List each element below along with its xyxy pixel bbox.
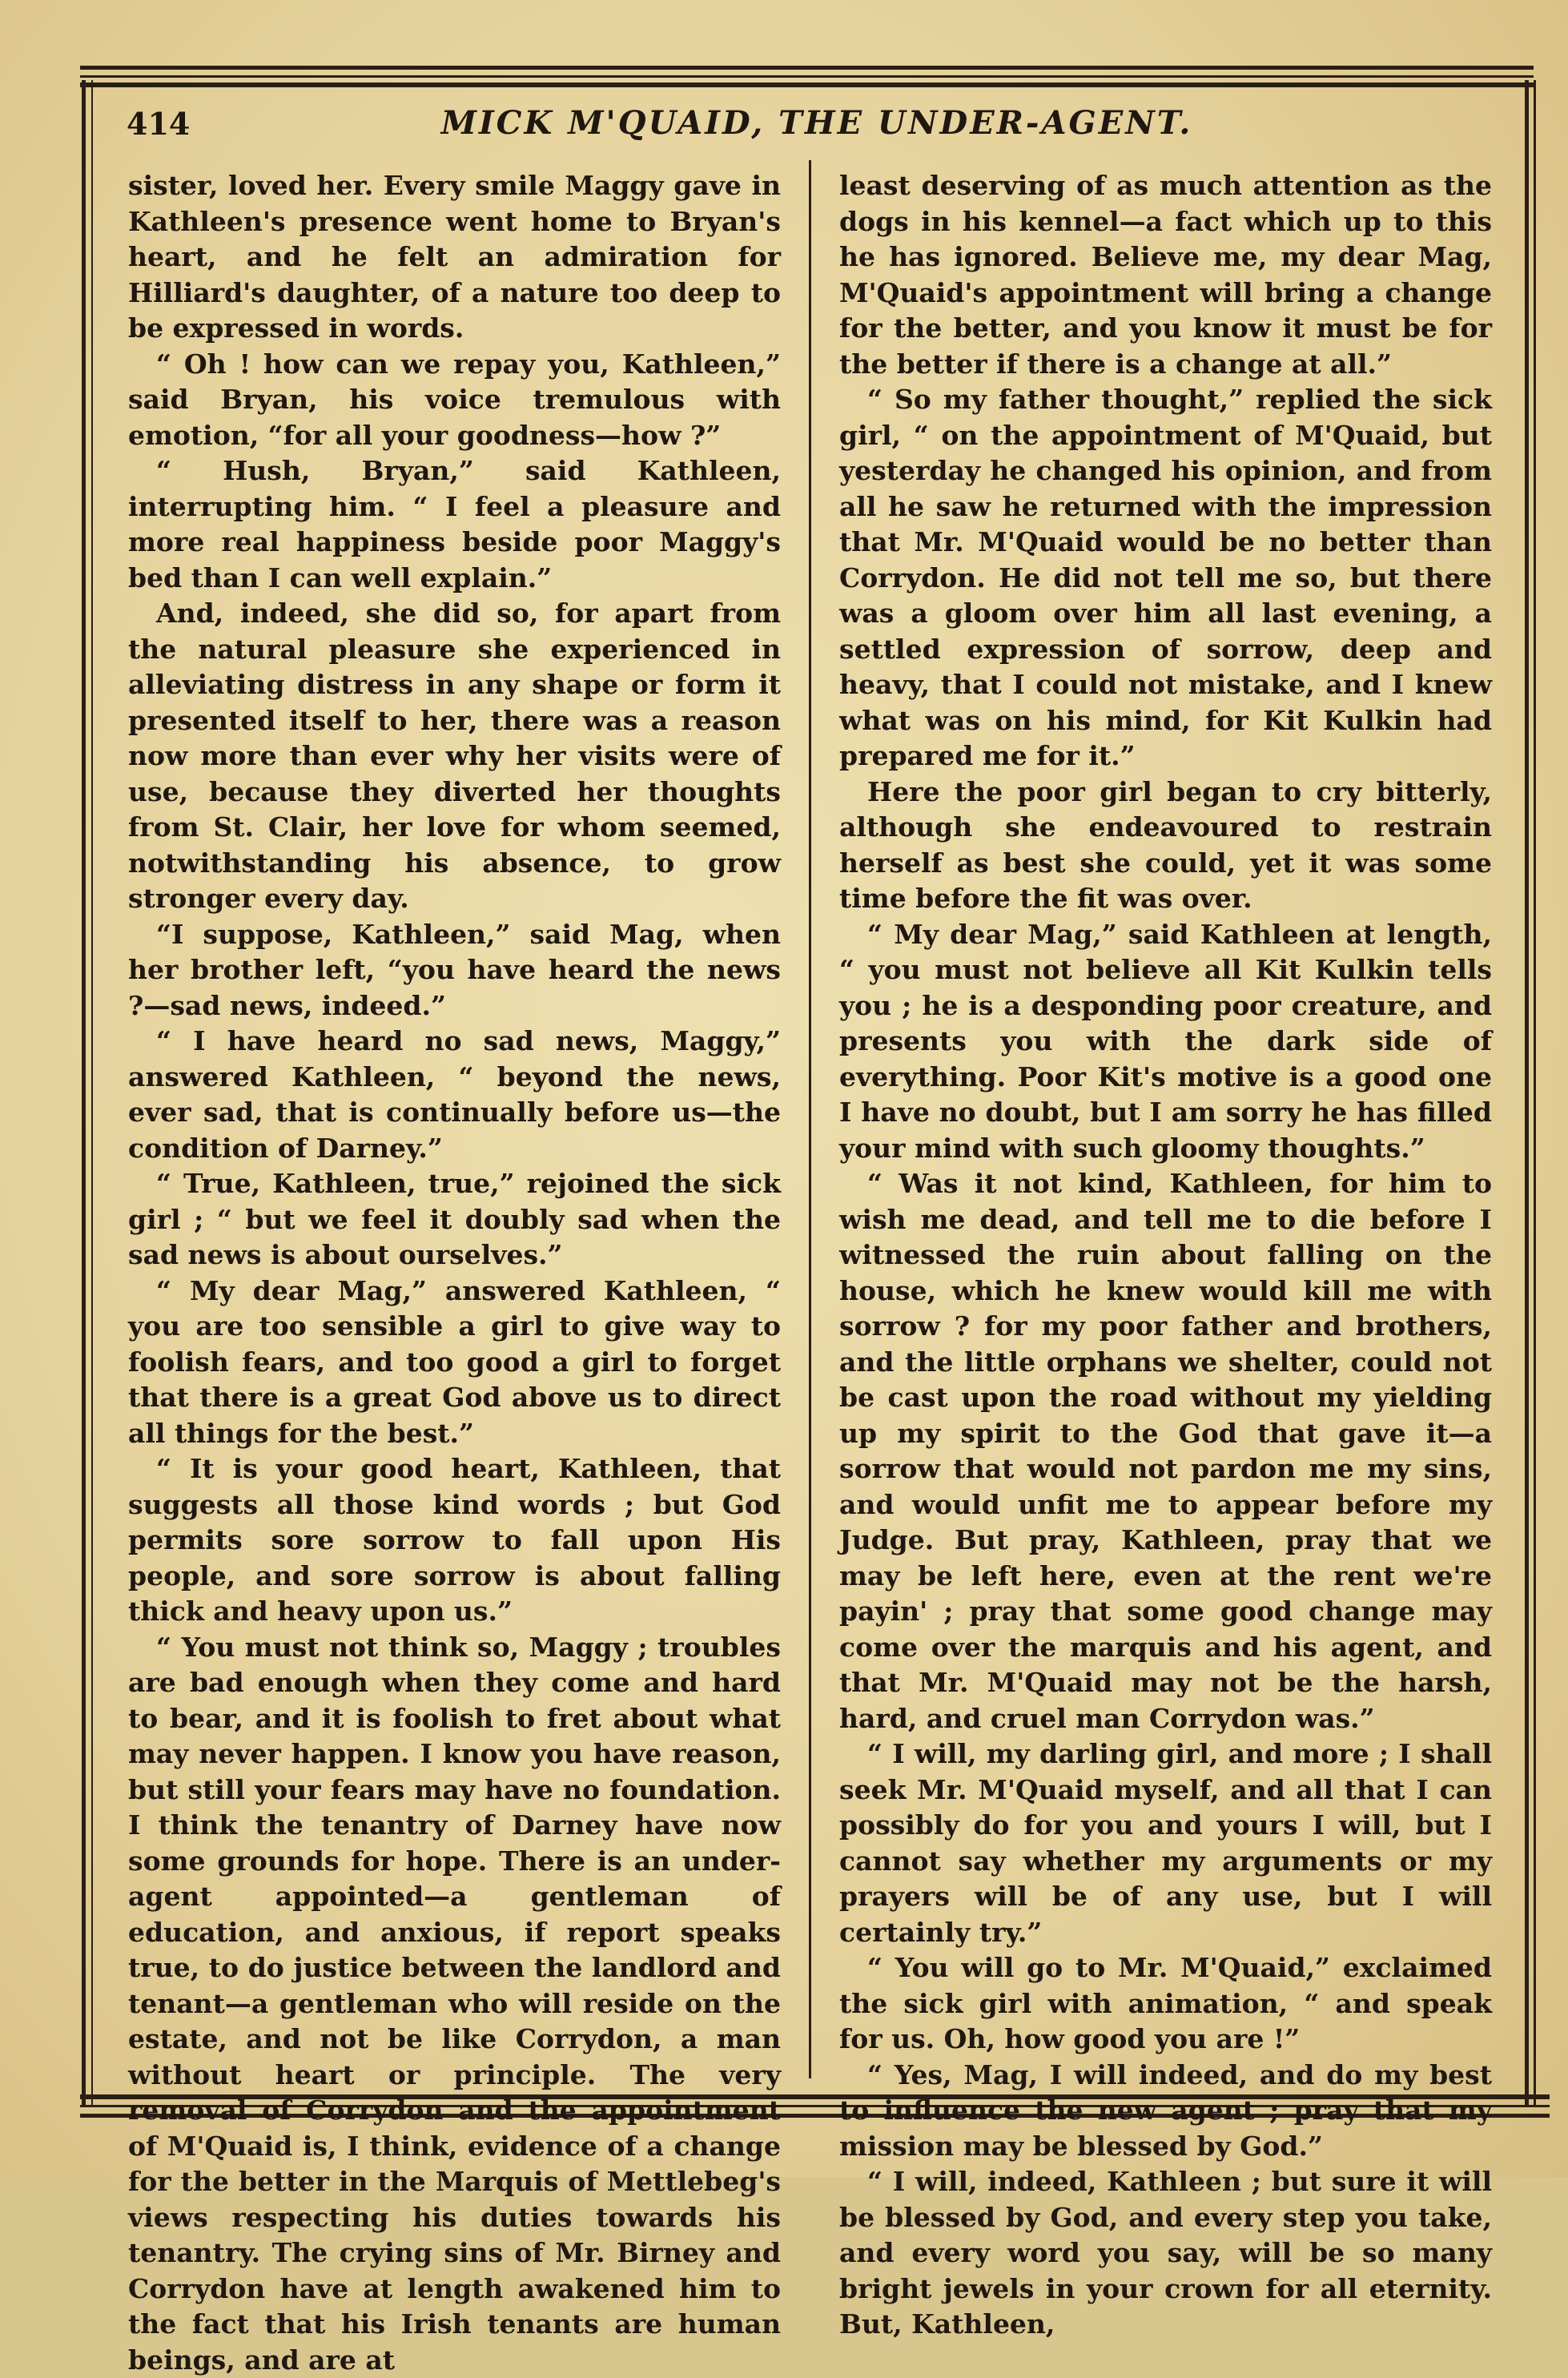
- paragraph: “ Was it not kind, Kathleen, for him to wish me dead, and tell me to die before I witnessed the ruin about falling on the house, which he knew would kill me with sorrow ? for my poor father and brothers, and the little orphans we shelter, could not be cast upon the road without my yielding up my spirit to the God that gave it—a sorrow that would not pardon me my sins, and would unfit me to appear before my Judge. But pray, Kathleen, pray that we may be left here, even at the rent we're payin' ; pray that some good change may come over the marquis and his agent, and that Mr. M'Quaid may not be the harsh, hard, and cruel man Corrydon was.”: [839, 1166, 1492, 1736]
- paragraph: “ Hush, Bryan,” said Kathleen, interrupting him. “ I feel a pleasure and more real happiness beside poor Maggy's bed than I can well explain.”: [128, 453, 781, 596]
- paragraph: “ True, Kathleen, true,” rejoined the sick girl ; “ but we feel it doubly sad when the sad news is about ourselves.”: [128, 1166, 781, 1273]
- paragraph: “ My dear Mag,” said Kathleen at length, “ you must not believe all Kit Kulkin tells you ; he is a desponding poor creature, and presents you with the dark side of everything. Poor Kit's motive is a good one I have no doubt, but I am sorry he has filled your mind with such gloomy thoughts.”: [839, 917, 1492, 1167]
- right-border-rule: [1525, 80, 1529, 2106]
- top-border-rule: [80, 75, 1534, 78]
- top-border-rule: [80, 66, 1534, 70]
- paragraph: Here the poor girl began to cry bitterly, although she endeavoured to restrain herself as best she could, yet it was some time before the fit was over.: [839, 775, 1492, 917]
- column-divider: [809, 160, 811, 2078]
- paragraph: “ Oh ! how can we repay you, Kathleen,” said Bryan, his voice tremulous with emotion, “for all your goodness—how ?”: [128, 347, 781, 454]
- right-border-rule: [1534, 80, 1536, 2106]
- paragraph: And, indeed, she did so, for apart from the natural pleasure she experienced in alleviating distress in any shape or form it presented itself to her, there was a reason now more than ever why her visits were of use, because they diverted her thoughts from St. Clair, her love for whom seemed, notwithstanding his absence, to grow stronger every day.: [128, 596, 781, 917]
- paragraph: sister, loved her. Every smile Maggy gave in Kathleen's presence went home to Bryan's heart, and he felt an admiration for Hilliard's daughter, of a nature too deep to be expressed in words.: [128, 168, 781, 347]
- paragraph: “ I will, my darling girl, and more ; I shall seek Mr. M'Quaid myself, and all that I can possibly do for you and yours I will, but I cannot say whether my arguments or my prayers will be of any use, but I will certainly try.”: [839, 1736, 1492, 1950]
- paragraph: “ I will, indeed, Kathleen ; but sure it will be blessed by God, and every step you take, and every word you say, will be so many bright jewels in your crown for all eternity. But, Kathleen,: [839, 2164, 1492, 2343]
- left-border-rule: [91, 80, 93, 2106]
- paragraph: “ So my father thought,” replied the sick girl, “ on the appointment of M'Quaid, but yesterday he changed his opinion, and from all he saw he returned with the impression that Mr. M'Quaid would be no better than Corrydon. He did not tell me so, but there was a gloom over him all last evening, a settled expression of sorrow, deep and heavy, that I could not mistake, and I knew what was on his mind, for Kit Kulkin had prepared me for it.”: [839, 382, 1492, 775]
- paragraph: “ You will go to Mr. M'Quaid,” exclaimed the sick girl with animation, “ and speak for us. Oh, how good you are !”: [839, 1950, 1492, 2058]
- paragraph: “ I have heard no sad news, Maggy,” answered Kathleen, “ beyond the news, ever sad, that is continually before us—the condition of Darney.”: [128, 1024, 781, 1166]
- right-column: [839, 168, 1492, 2343]
- paragraph: “ My dear Mag,” answered Kathleen, “ you are too sensible a girl to give way to foolish fears, and too good a girl to forget that there is a great God above us to direct all things for the best.”: [128, 1273, 781, 1452]
- paragraph: “ It is your good heart, Kathleen, that suggests all those kind words ; but God permits sore sorrow to fall upon His people, and sore sorrow is about falling thick and heavy upon us.”: [128, 1451, 781, 1630]
- running-title: MICK M'QUAID, THE UNDER-AGENT.: [120, 104, 1514, 142]
- paragraph: “ Yes, Mag, I will indeed, and do my best to influence the new agent ; pray that my mission may be blessed by God.”: [839, 2058, 1492, 2165]
- page-number: 414: [127, 106, 190, 142]
- page-header: [120, 103, 1514, 151]
- top-border-rule: [80, 82, 1534, 87]
- paragraph: “ You must not think so, Maggy ; troubles are bad enough when they come and hard to bear, and it is foolish to fret about what may never happen. I know you have reason, but still your fears may have no foundation. I think the tenantry of Darney have now some grounds for hope. There is an under-agent appointed—a gentleman of education, and anxious, if report speaks true, to do justice between the landlord and tenant—a gentleman who will reside on the estate, and not be like Corrydon, a man without heart or principle. The very removal of Corrydon and the appointment of M'Quaid is, I think, evidence of a change for the better in the Marquis of Mettlebeg's views respecting his duties towards his tenantry. The crying sins of Mr. Birney and Corrydon have at length awakened him to the fact that his Irish tenants are human beings, and are at: [128, 1630, 781, 2378]
- paragraph: least deserving of as much attention as the dogs in his kennel—a fact which up to this he has ignored. Believe me, my dear Mag, M'Quaid's appointment will bring a change for the better, and you know it must be for the better if there is a change at all.”: [839, 168, 1492, 382]
- paragraph: “I suppose, Kathleen,” said Mag, when her brother left, “you have heard the news ?—sad news, indeed.”: [128, 917, 781, 1024]
- left-border-rule: [82, 80, 86, 2106]
- left-column: [128, 168, 781, 2378]
